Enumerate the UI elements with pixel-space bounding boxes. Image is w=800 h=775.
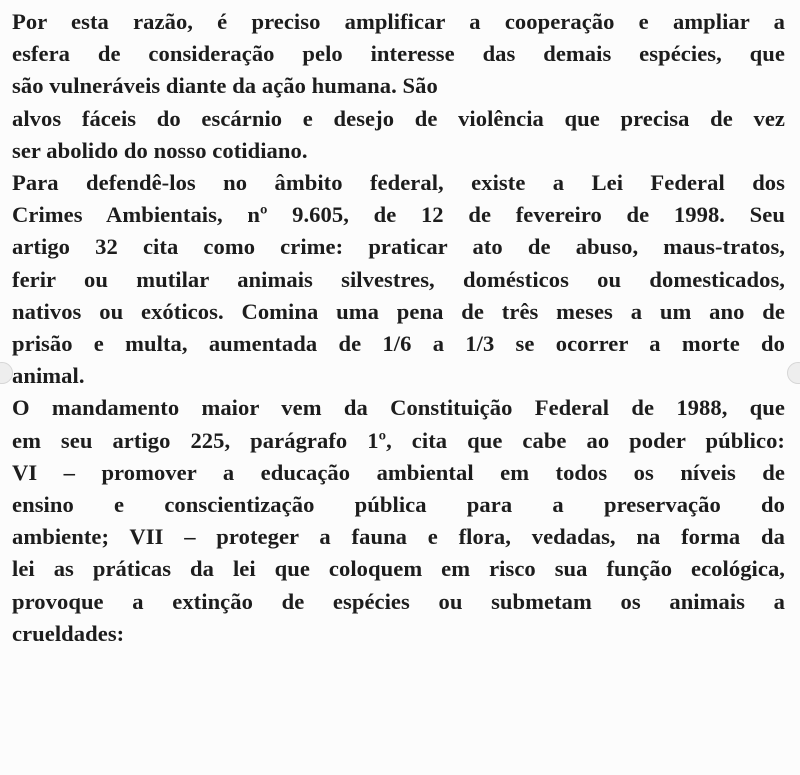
- text-line: Por esta razão, é preciso amplificar a cooperação e ampliar a: [12, 9, 785, 34]
- text-line: provoque a extinção de espécies ou submetam os animais a: [12, 588, 785, 614]
- next-arrow-icon[interactable]: [787, 362, 800, 384]
- text-line: ambiente; VII – proteger a fauna e flora, vedadas, na forma da: [12, 524, 785, 550]
- text-line: ensino e conscientização pública para a preservação do: [12, 492, 785, 518]
- text-line: lei as práticas da lei que coloquem em risco sua função ecológica,: [12, 556, 785, 582]
- text-line: em seu artigo 225, parágrafo 1º, cita que cabe ao poder público:: [12, 427, 785, 453]
- document-text: [12, 6, 785, 650]
- text-line: Para defendê-los no âmbito federal, existe a Lei Federal dos: [12, 170, 785, 196]
- text-line: ferir ou mutilar animais silvestres, domésticos ou domesticados,: [12, 266, 785, 292]
- text-line: artigo 32 cita como crime: praticar ato de abuso, maus-tratos,: [12, 234, 785, 260]
- text-line: prisão e multa, aumentada de 1/6 a 1/3 se ocorrer a morte do: [12, 331, 785, 357]
- text-line: nativos ou exóticos. Comina uma pena de três meses a um ano de: [12, 298, 785, 324]
- text-line: crueldades:: [12, 620, 125, 646]
- text-line: são vulneráveis diante da ação humana. São: [12, 73, 438, 99]
- text-line: esfera de consideração pelo interesse das demais espécies, que: [12, 41, 785, 67]
- text-line: O mandamento maior vem da Constituição Federal de 1988, que: [12, 395, 785, 421]
- text-line: Crimes Ambientais, nº 9.605, de 12 de fevereiro de 1998. Seu: [12, 202, 785, 228]
- text-line: alvos fáceis do escárnio e desejo de violência que precisa de vez: [12, 105, 785, 131]
- text-line: animal.: [12, 363, 85, 389]
- text-line: VI – promover a educação ambiental em todos os níveis de: [12, 459, 785, 485]
- text-line: ser abolido do nosso cotidiano.: [12, 137, 308, 163]
